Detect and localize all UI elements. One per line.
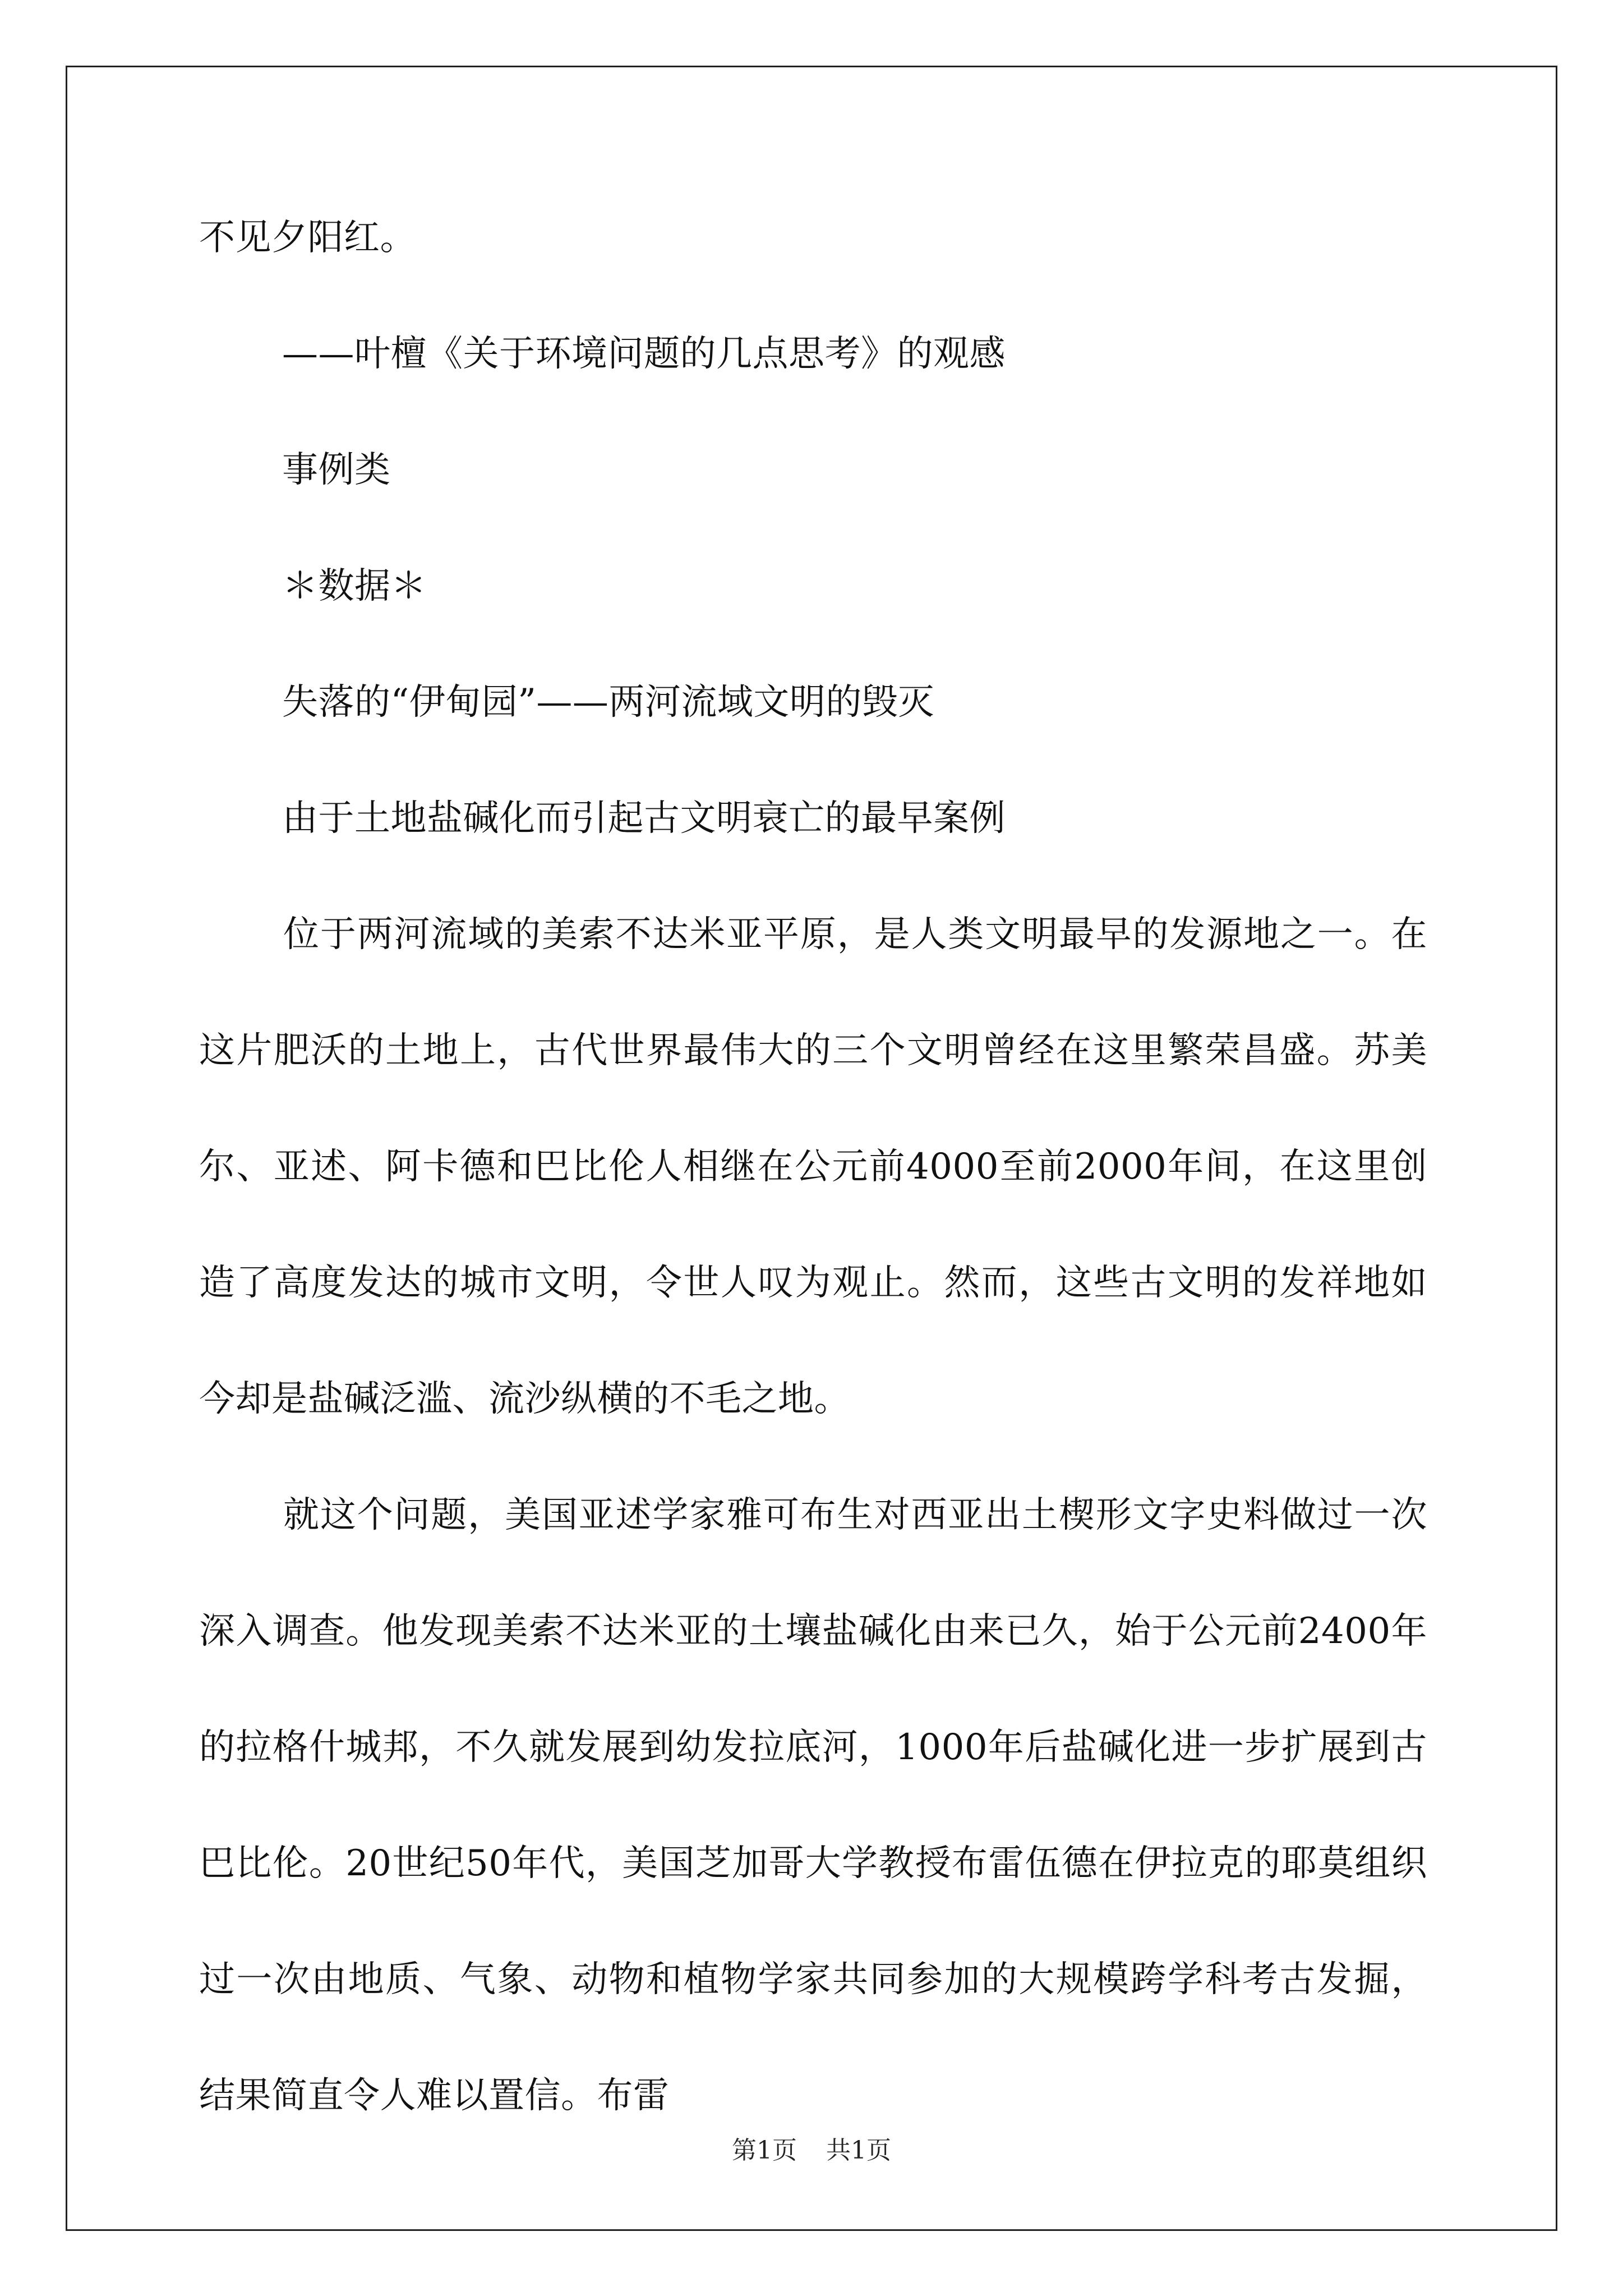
text-line: ——叶檀《关于环境问题的几点思考》的观感 xyxy=(282,333,1006,375)
body-paragraph: 就这个问题，美国亚述学家雅可布生对西亚出土楔形文字史料做过一次深入调查。他发现美索不达米亚的土壤盐碱化由来已久，始于公元前2400年的拉格什城邦，不久就发展到幼发拉底河，1000年后盐碱化进一步扩展到古巴比伦。20世纪50年代，美国芝加哥大学教授布雷伍德在伊拉克的耶莫组织过一次由地质、气象、动物和植物学家共同参加的大规模跨学科考古发掘，结果简直令人难以置信。布雷 xyxy=(199,1494,1427,2116)
page-footer xyxy=(0,2130,1623,2166)
page-total: 共1页 xyxy=(826,2136,891,2165)
article-title: 失落的“伊甸园”——两河流域文明的毁灭 xyxy=(282,682,934,723)
page-number: 第1页 xyxy=(732,2136,797,2165)
subsection-heading: ＊数据＊ xyxy=(282,565,427,607)
text-line: 不见夕阳红。 xyxy=(199,217,416,259)
document-body xyxy=(199,219,1427,2193)
section-heading: 事例类 xyxy=(282,449,391,491)
article-subtitle: 由于土地盐碱化而引起古文明衰亡的最早案例 xyxy=(282,798,1006,839)
body-paragraph: 位于两河流域的美索不达米亚平原，是人类文明最早的发源地之一。在这片肥沃的土地上，古代世界最伟大的三个文明曾经在这里繁荣昌盛。苏美尔、亚述、阿卡德和巴比伦人相继在公元前4000至前2000年间，在这里创造了高度发达的城市文明，令世人叹为观止。然而，这些古文明的发祥地如今却是盐碱泛滥、流沙纵横的不毛之地。 xyxy=(199,914,1427,1420)
